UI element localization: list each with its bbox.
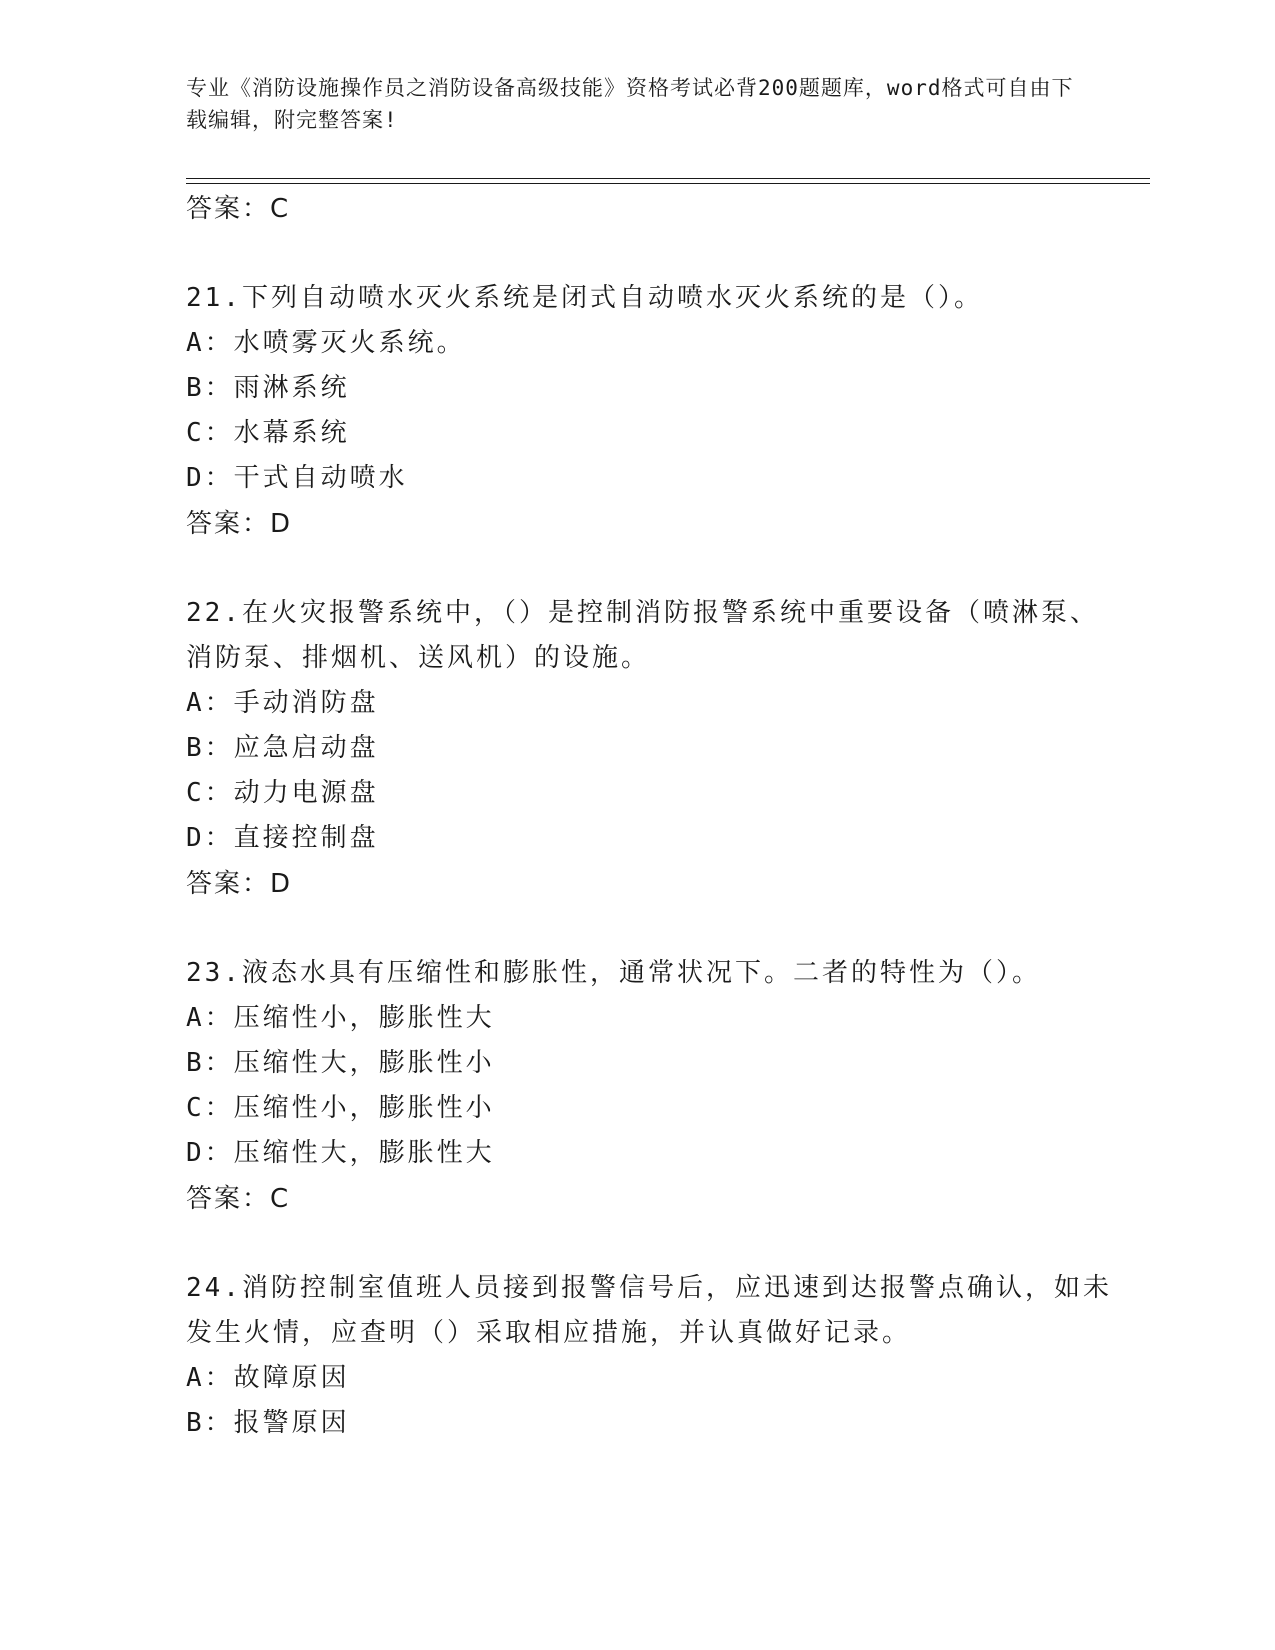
option-b: B：报警原因	[186, 1408, 350, 1438]
option-c: C：水幕系统	[186, 418, 350, 448]
option-a: A：故障原因	[186, 1363, 350, 1393]
question-text: 21.下列自动喷水灭火系统是闭式自动喷水灭火系统的是（）。	[186, 283, 983, 313]
option-b: B：雨淋系统	[186, 373, 350, 403]
question-23	[186, 951, 1116, 1222]
answer-line: 答案：D	[186, 869, 293, 899]
option-a: A：手动消防盘	[186, 688, 379, 718]
answer-line: 答案：C	[186, 1184, 291, 1214]
option-d: D：直接控制盘	[186, 823, 379, 853]
question-22	[186, 591, 1116, 907]
option-d: D：压缩性大，膨胀性大	[186, 1138, 495, 1168]
question-text: 23.液态水具有压缩性和膨胀性，通常状况下。二者的特性为（）。	[186, 958, 1041, 988]
question-text: 22.在火灾报警系统中，（）是控制消防报警系统中重要设备（喷淋泵、消防泵、排烟机、送风机）的设施。	[186, 598, 1099, 673]
question-21	[186, 276, 1116, 547]
option-b: B：应急启动盘	[186, 733, 379, 763]
option-c: C：动力电源盘	[186, 778, 379, 808]
option-a: A：水喷雾灭火系统。	[186, 328, 466, 358]
answer-line: 答案：C	[186, 194, 291, 224]
question-list	[186, 186, 1116, 1446]
header-divider	[186, 178, 1150, 179]
header-divider-secondary	[186, 183, 1150, 184]
option-a: A：压缩性小，膨胀性大	[186, 1003, 495, 1033]
answer-line: 答案：D	[186, 509, 293, 539]
question-text: 24.消防控制室值班人员接到报警信号后，应迅速到达报警点确认，如未发生火情，应查明（）采取相应措施，并认真做好记录。	[186, 1273, 1112, 1348]
option-c: C：压缩性小，膨胀性小	[186, 1093, 495, 1123]
question-24	[186, 1266, 1116, 1446]
option-d: D：干式自动喷水	[186, 463, 408, 493]
document-header: 专业《消防设施操作员之消防设备高级技能》资格考试必背200题题库，word格式可自由下载编辑，附完整答案!	[186, 76, 1074, 132]
option-b: B：压缩性大，膨胀性小	[186, 1048, 495, 1078]
